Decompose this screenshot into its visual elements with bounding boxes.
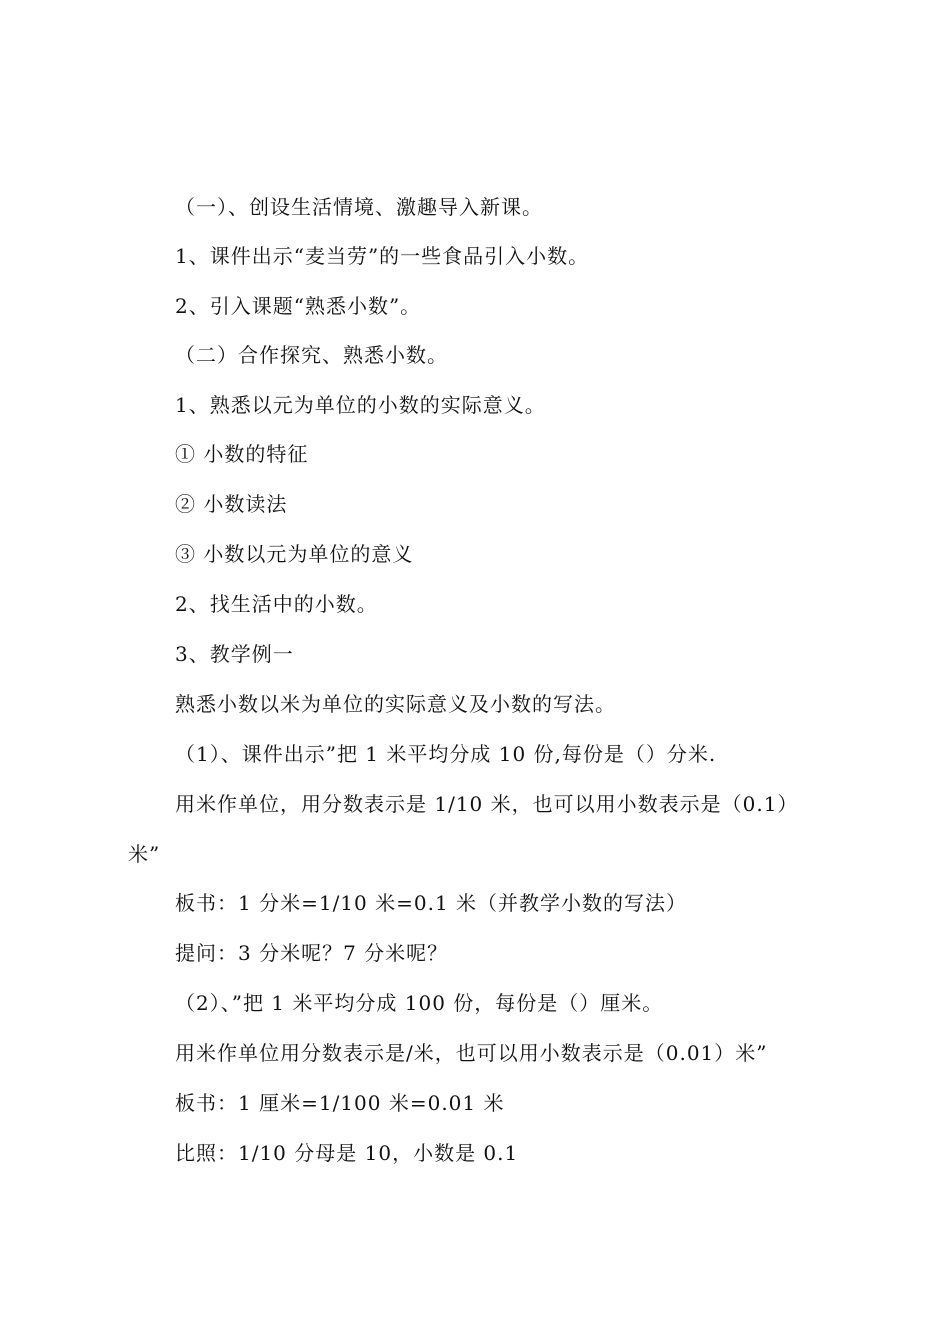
paragraph-line: 2、找生活中的小数。 [175, 592, 378, 616]
paragraph-line-continued: 米” [128, 842, 161, 866]
paragraph-line: 板书：1 分米=1/10 米=0.1 米（并教学小数的写法） [175, 891, 688, 915]
paragraph-line: 比照：1/10 分母是 10，小数是 0.1 [175, 1141, 519, 1165]
list-item: ① 小数的特征 [175, 442, 309, 466]
paragraph-line: （2）、”把 1 米平均分成 100 份，每份是（）厘米。 [175, 991, 664, 1015]
section-heading-1: （一）、创设生活情境、激趣导入新课。 [175, 195, 543, 219]
paragraph-line: 2、引入课题“熟悉小数”。 [175, 294, 422, 318]
list-item: ② 小数读法 [175, 492, 288, 516]
paragraph-line: 用米作单位，用分数表示是 1/10 米，也可以用小数表示是（0.1） [175, 792, 799, 816]
paragraph-line: 1、课件出示“麦当劳”的一些食品引入小数。 [175, 244, 590, 268]
paragraph-line: （1）、课件出示”把 1 米平均分成 10 份,每份是（）分米. [175, 742, 717, 766]
paragraph-line: 1、熟悉以元为单位的小数的实际意义。 [175, 393, 546, 417]
paragraph-line: 板书：1 厘米=1/100 米=0.01 米 [175, 1091, 505, 1115]
paragraph-line: 提问：3 分米呢？7 分米呢？ [175, 941, 449, 965]
paragraph-line: 熟悉小数以米为单位的实际意义及小数的写法。 [175, 692, 616, 716]
paragraph-line: 3、教学例一 [175, 642, 294, 666]
list-item: ③ 小数以元为单位的意义 [175, 542, 414, 566]
paragraph-line: 用米作单位用分数表示是/米，也可以用小数表示是（0.01）米” [175, 1041, 768, 1065]
section-heading-2: （二）合作探究、熟悉小数。 [175, 343, 448, 367]
